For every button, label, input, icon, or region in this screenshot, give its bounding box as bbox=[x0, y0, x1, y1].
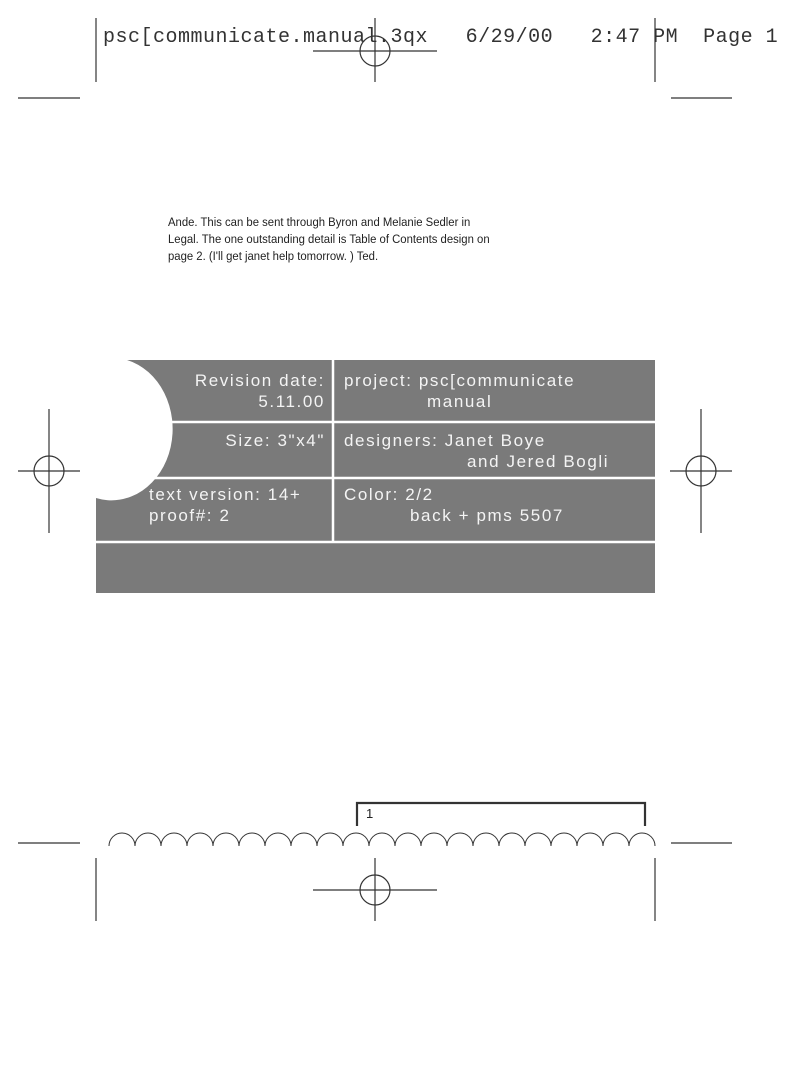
project-line-2: manual bbox=[427, 392, 493, 411]
revision-date-cell bbox=[140, 370, 325, 412]
size-label: Size: 3"x4" bbox=[225, 431, 325, 450]
color-line-2: back + pms 5507 bbox=[410, 506, 564, 525]
project-line-1: project: psc[communicate bbox=[344, 371, 576, 390]
folio-number: 1 bbox=[366, 806, 374, 821]
note-line: Legal. The one outstanding detail is Table of Contents design on bbox=[168, 232, 490, 246]
registration-mark-bottom bbox=[313, 858, 437, 921]
size-cell bbox=[140, 430, 325, 451]
revision-date-label: Revision date: bbox=[194, 371, 325, 390]
note-line: page 2. (I'll get janet help tomorrow. ) Ted. bbox=[168, 249, 379, 263]
proof-number-line: proof#: 2 bbox=[149, 506, 231, 525]
text-version-line: text version: 14+ bbox=[149, 485, 302, 504]
slug-time: 2:47 PM bbox=[590, 26, 679, 49]
designers-line-2: and Jered Bogli bbox=[467, 452, 610, 471]
project-cell bbox=[344, 370, 649, 412]
slug-date: 6/29/00 bbox=[465, 26, 554, 49]
scallop-edge bbox=[109, 833, 655, 846]
note-line: Ande. This can be sent through Byron and Melanie Sedler in bbox=[168, 215, 471, 229]
routing-note bbox=[168, 214, 573, 265]
registration-mark-right bbox=[670, 409, 732, 533]
designers-cell bbox=[344, 430, 649, 472]
designers-line-1: designers: Janet Boye bbox=[344, 431, 546, 450]
slug-page: Page 1 bbox=[703, 26, 779, 49]
text-version-cell bbox=[149, 484, 329, 526]
slug-filename: psc[communicate.manual.3qx bbox=[103, 26, 429, 49]
color-line-1: Color: 2/2 bbox=[344, 485, 434, 504]
registration-mark-left bbox=[18, 409, 80, 533]
folio-bracket bbox=[357, 803, 645, 826]
slug-line bbox=[103, 26, 778, 49]
color-cell bbox=[344, 484, 649, 526]
revision-date-value: 5.11.00 bbox=[258, 392, 325, 411]
